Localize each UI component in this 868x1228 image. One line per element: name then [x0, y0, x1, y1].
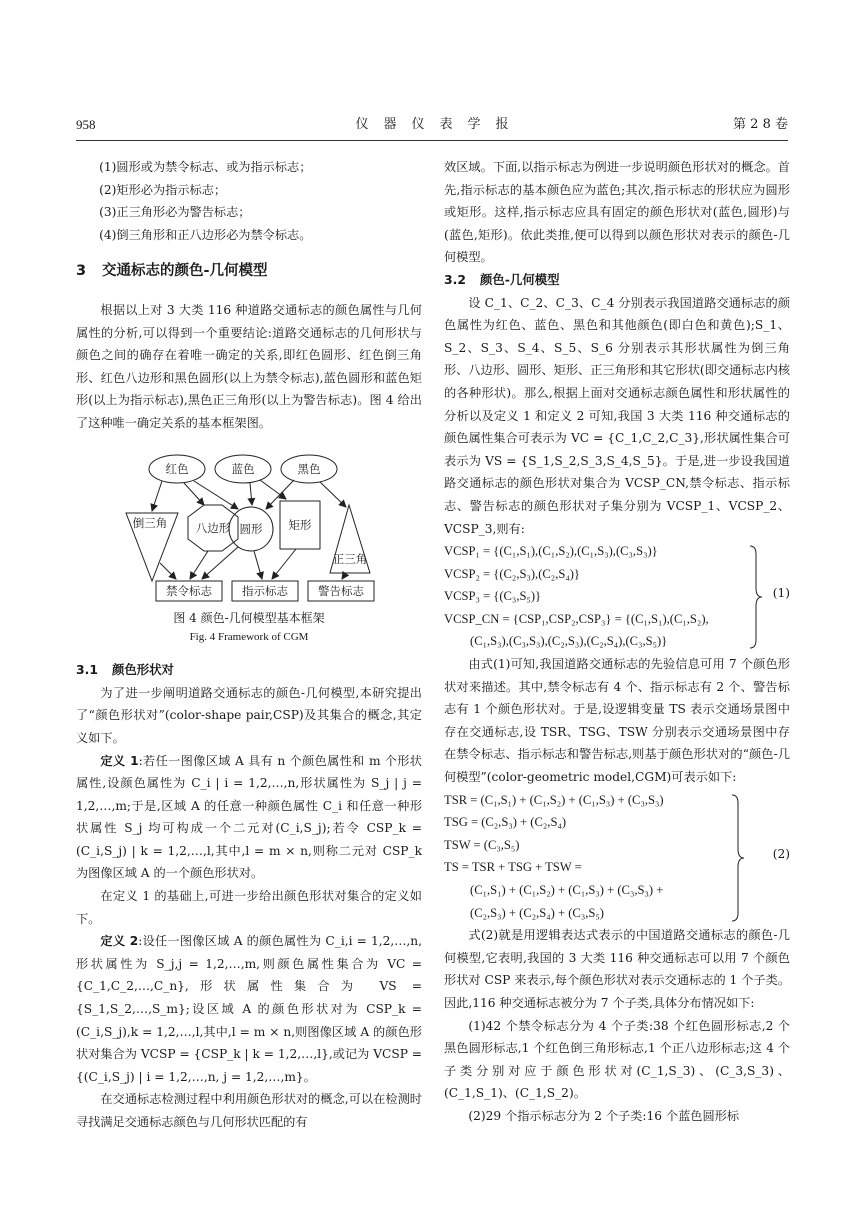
label-black: 黑色 [297, 461, 321, 476]
figure-cgm [76, 443, 422, 607]
label-blue: 蓝色 [231, 461, 255, 476]
list-item: (1)圆形或为禁令标志、或为指示标志； [99, 160, 312, 174]
definition-text: :设任一图像区域 A 的颜色属性为 C_i,i = 1,2,…,n,形状属性为 S_j,j = 1,2,…,m,则颜色属性集合为 VC = {C_1,C_2,…,C_n},形状属性集合为 VS = {S_1,S_2,…,S_m};设区域 A 的颜色形状对为 CSP_k = (C_i,S_j),k = 1,2,…,l,其中,l = m × n,则图像区域 A 的颜色形状对集合为 VCSP = {CSP_k | k = 1,2,…,l},或记为 VCSP = {(C_i,S_j) | i = 1,2,…,n, j = 1,2,…,m}。 [76, 934, 422, 1084]
label-indication: 指示标志 [242, 583, 288, 598]
volume-label: 第 2 8 卷 [733, 117, 788, 132]
figure-caption-cn: 图 4 颜色-几何模型基本框架 [173, 610, 325, 625]
label-inverted-triangle: 倒三角 [132, 515, 168, 530]
equation-number: (1) [772, 586, 790, 601]
definition-label: 定义 1 [100, 753, 139, 768]
equation-1 [444, 540, 790, 653]
equation-line: (C₂,S₃) + (C₂,S₄) + (C₃,S₅) [470, 905, 604, 920]
subsection-title: 颜色形状对 [112, 662, 174, 678]
label-red: 红色 [165, 461, 189, 476]
equation-line: TSW = (C₃,S₅) [444, 837, 520, 852]
equation-line: VCSP₃ = {(C₃,S₅)} [444, 589, 542, 604]
section-title: 交通标志的颜色-几何模型 [102, 263, 268, 280]
list-item: (4)倒三角形和正八边形必为禁令标志。 [99, 227, 312, 242]
paragraph: (2)29 个指示标志分为 2 个子类:16 个蓝色圆形标 [468, 1108, 740, 1123]
subsection-number: 3.2 [444, 271, 466, 287]
subsection-number: 3.1 [76, 662, 98, 678]
list-item: (3)正三角形必为警告标志； [99, 205, 251, 220]
paragraph: 设 C_1、C_2、C_3、C_4 分别表示我国道路交通标志的颜色属性为红色、蓝色、黑色和其他颜色(即白色和黄色);S_1、S_2、S_3、S_4、S_5、S_6 分别表示其形状属性为倒三角形、八边形、圆形、矩形、正三角形和其它形状(即交通标志内核的各种形状)。那么,根据上面对交通标志颜色属性和形状属性的分析以及定义 1 和定义 2 可知,我国 3 大类 116 种交通标志的颜色属性集合可表示为 VC = {C_1,C_2,C_3},形状属性集合可表示为 VS = {S_1,S_2,S_3,S_4,S_5}。于是,进一步设我国道路交通标志的颜色形状对集合为 VCSP_CN,禁令标志、指示标志、警告标志的颜色形状对子集分别为 VCSP_1、VCSP_2、VCSP_3,则有: [444, 295, 791, 536]
paragraph: 根据以上对 3 大类 116 种道路交通标志的颜色属性与几何属性的分析,可以得到一个重要结论:道路交通标志的几何形状与颜色之间的确存在着唯一确定的关系,即红色圆形、红色倒三角形、红色八边形和黑色圆形(以上为禁令标志),蓝色圆形和蓝色矩形(以上为指示标志),黑色正三角形(以上为警告标志)。图 4 给出了这种唯一确定关系的基本框架图。 [76, 302, 422, 430]
right-brace [748, 544, 764, 650]
header-rule [76, 140, 788, 141]
right-column [444, 156, 790, 1128]
label-octagon: 八边形 [195, 520, 231, 535]
definition-text: :若任一图像区域 A 具有 n 个颜色属性和 m 个形状属性,设颜色属性为 C_i | i = 1,2,…,n,形状属性为 S_j | j = 1,2,…,m;于是,区域 A 的任意一种颜色属性 C_i 和任意一种形状属性 S_j 均可构成一个二元对(C_i,S_j);若令 CSP_k = (C_i,S_j) | k = 1,2,…,l,其中,l = m × n,则称二元对 CSP_k 为图像区域 A 的一个颜色形状对。 [76, 753, 422, 881]
equation-line: (C₁,S₁) + (C₁,S₂) + (C₁,S₃) + (C₃,S₃) + [470, 883, 664, 897]
equation-line: VCSP_CN = {CSP₁,CSP₂,CSP₃} = {(C₁,S₁),(C₁,S₂), [444, 611, 709, 626]
equation-line: VCSP₂ = {(C₂,S₃),(C₂,S₄)} [444, 566, 580, 581]
equation-2 [444, 789, 790, 925]
paragraph: 效区域。下面,以指示标志为例进一步说明颜色形状对的概念。首先,指示标志的基本颜色应为蓝色;其次,指示标志的形状应为圆形或矩形。这样,指示标志应具有固定的颜色形状对(蓝色,圆形)与(蓝色,矩形)。依此类推,便可以得到以颜色形状对表示的颜色-几何模型。 [444, 160, 790, 265]
definition-1 [76, 750, 422, 886]
label-triangle: 正三角 [332, 551, 368, 566]
paragraph: 由式(1)可知,我国道路交通标志的先验信息可用 7 个颜色形状对来描述。其中,禁令标志有 4 个、指示标志有 2 个、警告标志有 1 个颜色形状对。于是,设逻辑变量 TS 表示交通场景图中存在交通标志,设 TSR、TSG、TSW 分别表示交通场景图中存在禁令标志、指示标志和警告标志,则基于颜色形状对的“颜色-几何模型”(color-geometric model,CGM)可表示如下: [444, 657, 790, 785]
label-warning: 警告标志 [318, 583, 364, 598]
paragraph: 式(2)就是用逻辑表达式表示的中国道路交通标志的颜色-几何模型,它表明,我国的 3 大类 116 种交通标志可以用 7 个颜色形状对 CSP 来表示,每个颜色形状对表示交通标志的 1 个子类。因此,116 种交通标志被分为 7 个子类,具体分布情况如下: [444, 928, 790, 1010]
list-item: (2)矩形必为指示标志； [99, 182, 227, 197]
page-number: 958 [76, 117, 96, 132]
label-prohibition: 禁令标志 [166, 583, 212, 598]
definition-label: 定义 2 [100, 934, 139, 949]
page-header [76, 114, 788, 136]
equation-line: VCSP₁ = {(C₁,S₁),(C₁,S₂),(C₁,S₃),(C₃,S₃)} [444, 544, 658, 559]
figure-caption-en: Fig. 4 Framework of CGM [189, 631, 309, 644]
equation-line: (C₁,S₃),(C₃,S₃),(C₂,S₃),(C₂,S₄),(C₃,S₅)} [470, 634, 668, 649]
paragraph: 在交通标志检测过程中利用颜色形状对的概念,可以在检测时寻找满足交通标志颜色与几何形状匹配的有 [76, 1092, 422, 1129]
label-circle: 圆形 [239, 521, 263, 536]
subsection-heading [76, 659, 422, 682]
paragraph: 为了进一步阐明道路交通标志的颜色-几何模型,本研究提出了“颜色形状对”(color-shape pair,CSP)及其集合的概念,其定义如下。 [76, 685, 422, 745]
equation-line: TSR = (C₁,S₁) + (C₁,S₂) + (C₁,S₃) + (C₃,S₃) [444, 792, 664, 807]
subsection-title: 颜色-几何模型 [480, 271, 560, 287]
paragraph: 在定义 1 的基础上,可进一步给出颜色形状对集合的定义如下。 [76, 889, 422, 926]
label-rectangle: 矩形 [288, 517, 312, 532]
paragraph: (1)42 个禁令标志分为 4 个子类:38 个红色圆形标志,2 个黑色圆形标志,1 个红色倒三角形标志,1 个正八边形标志;这 4 个子类分别对应于颜色形状对(C_1,S_3)、(C_3,S_3)、(C_1,S_1)、(C_1,S_2)。 [444, 1018, 790, 1101]
cgm-diagram [76, 443, 422, 607]
journal-title: 仪器仪表学报 [355, 117, 524, 132]
right-brace [730, 793, 746, 923]
equation-line: TS = TSR + TSG + TSW = [444, 860, 582, 875]
equation-number: (2) [772, 846, 790, 861]
equation-line: TSG = (C₂,S₃) + (C₂,S₄) [444, 815, 567, 830]
left-column [76, 156, 422, 1134]
section-number: 3 [76, 263, 87, 280]
section-heading [76, 260, 422, 283]
subsection-heading [444, 269, 790, 292]
definition-2 [76, 930, 422, 1088]
